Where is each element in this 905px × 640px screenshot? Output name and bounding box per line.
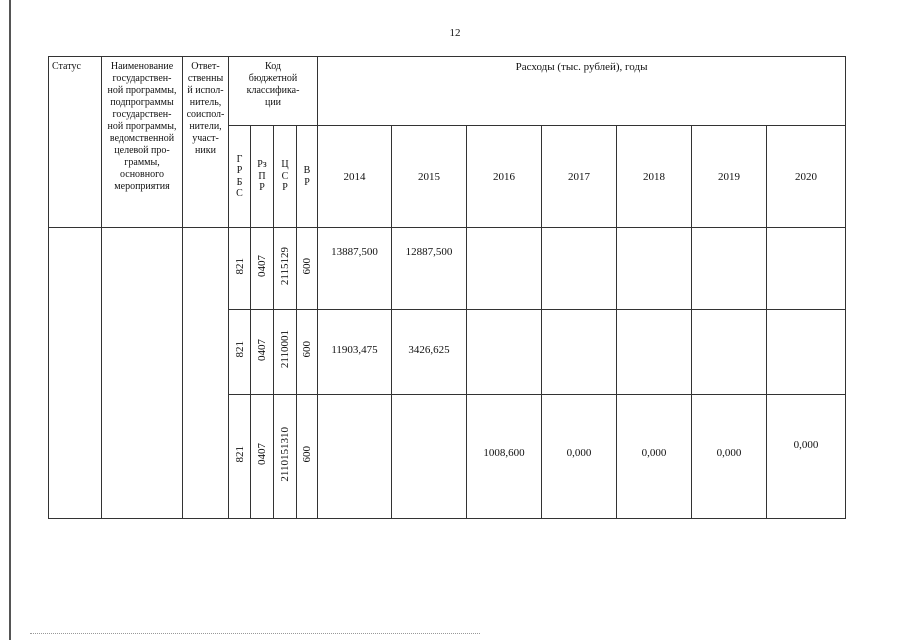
header-year-2014: 2014: [318, 126, 392, 228]
value-cell-2016: 1008,600: [467, 395, 542, 519]
grbs-value: 821: [233, 341, 246, 358]
rzpr-cell: [251, 395, 274, 519]
csr-value: 2115129: [279, 246, 291, 286]
grbs-cell: [229, 310, 251, 395]
value-cell-2017: [542, 310, 617, 395]
header-vr: [297, 126, 318, 228]
rzpr-value: 0407: [256, 443, 268, 465]
header-vr-char: Р: [304, 176, 310, 188]
header-name-line: подпрограммы: [110, 97, 174, 108]
value-cell-2018: [617, 310, 692, 395]
grbs-cell: [229, 395, 251, 519]
value-cell-2020: [767, 228, 846, 310]
header-budget-code-line: бюджетной: [248, 73, 298, 84]
header-status: Статус: [49, 57, 102, 228]
left-margin-rule: [9, 0, 11, 640]
name-cell: [102, 228, 183, 519]
header-name-line: основного: [120, 169, 164, 180]
header-vr-char: В: [303, 165, 311, 176]
rzpr-cell: [251, 228, 274, 310]
value-cell-2020: 0,000: [767, 395, 846, 519]
header-name-line: ной программы,: [107, 85, 177, 96]
grbs-value: 821: [233, 445, 246, 463]
value-cell-2015: [392, 395, 467, 519]
vr-cell: [297, 310, 318, 395]
header-name-line: целевой про-: [114, 145, 170, 156]
rzpr-cell: [251, 310, 274, 395]
header-expenses: Расходы (тыс. рублей), годы: [318, 57, 846, 126]
bottom-scan-artifact: [30, 633, 480, 634]
value-cell-2019: [692, 228, 767, 310]
rzpr-value: 0407: [256, 255, 268, 277]
budget-table: [48, 56, 846, 519]
header-executor-line: нители,: [189, 121, 222, 132]
header-year-2016: 2016: [467, 126, 542, 228]
table-row: [49, 228, 846, 310]
header-executor: [183, 57, 229, 228]
header-name-line: мероприятия: [114, 181, 170, 192]
value-cell-2014: 13887,500: [318, 228, 392, 310]
header-name-line: государствен-: [112, 73, 172, 84]
header-executor-line: нитель,: [189, 97, 222, 108]
header-executor-line: ники: [195, 145, 216, 156]
header-name-line: государствен-: [112, 109, 172, 120]
header-name-line: граммы,: [124, 157, 160, 168]
value-cell-2018: 0,000: [617, 395, 692, 519]
status-cell: [49, 228, 102, 519]
header-grbs-char: Р: [236, 165, 243, 176]
value-cell-2018: [617, 228, 692, 310]
header-budget-code-line: классифика-: [246, 85, 300, 96]
header-name-line: ведомственной: [109, 133, 175, 144]
value-cell-2014: [318, 395, 392, 519]
header-name: [102, 57, 183, 228]
header-grbs: [229, 126, 251, 228]
grbs-value: 821: [233, 257, 246, 275]
value-cell-2020: [767, 310, 846, 395]
header-name-line: Наименование: [110, 61, 174, 72]
header-grbs-char: Б: [236, 176, 243, 188]
grbs-cell: [229, 228, 251, 310]
rzpr-value: 0407: [256, 338, 268, 361]
vr-value: 600: [301, 341, 313, 358]
header-rzpr: [251, 126, 274, 228]
header-budget-code-line: ции: [264, 97, 282, 108]
value-cell-2015: 12887,500: [392, 228, 467, 310]
header-rzpr-char: Р: [259, 182, 265, 194]
value-cell-2017: [542, 228, 617, 310]
header-year-2017: 2017: [542, 126, 617, 228]
header-csr-char: С: [281, 170, 289, 182]
vr-value: 600: [301, 257, 313, 275]
header-year-2020: 2020: [767, 126, 846, 228]
value-cell-2014: 11903,475: [318, 310, 392, 395]
header-executor-line: й испол-: [187, 85, 224, 96]
header-executor-line: участ-: [192, 133, 219, 144]
header-year-2018: 2018: [617, 126, 692, 228]
header-rzpr-char: Рз: [257, 159, 267, 171]
header-name-line: ной программы,: [107, 121, 177, 132]
header-executor-line: Ответ-: [191, 61, 220, 72]
header-budget-code-line: Код: [265, 61, 281, 72]
csr-cell: [274, 228, 297, 310]
csr-cell: [274, 395, 297, 519]
vr-cell: [297, 395, 318, 519]
header-year-2015: 2015: [392, 126, 467, 228]
executor-cell: [183, 228, 229, 519]
header-grbs-char: С: [236, 188, 243, 199]
value-cell-2017: 0,000: [542, 395, 617, 519]
header-year-2019: 2019: [692, 126, 767, 228]
header-budget-code: [229, 57, 318, 126]
vr-value: 600: [301, 445, 313, 463]
header-grbs-char: Г: [236, 153, 243, 165]
csr-value: 2110001: [279, 330, 291, 369]
csr-cell: [274, 310, 297, 395]
header-row-1: [49, 57, 846, 126]
value-cell-2016: [467, 310, 542, 395]
header-executor-line: ственны: [187, 73, 224, 84]
value-cell-2016: [467, 228, 542, 310]
value-cell-2015: 3426,625: [392, 310, 467, 395]
header-csr-char: Р: [282, 182, 288, 194]
value-cell-2019: [692, 310, 767, 395]
page-number: 12: [449, 27, 461, 39]
value-cell-2019: 0,000: [692, 395, 767, 519]
header-csr: [274, 126, 297, 228]
header-executor-line: соиспол-: [186, 109, 225, 120]
vr-cell: [297, 228, 318, 310]
csr-value: 2110151310: [279, 426, 291, 482]
header-csr-char: Ц: [281, 159, 289, 171]
header-rzpr-char: П: [258, 170, 266, 182]
